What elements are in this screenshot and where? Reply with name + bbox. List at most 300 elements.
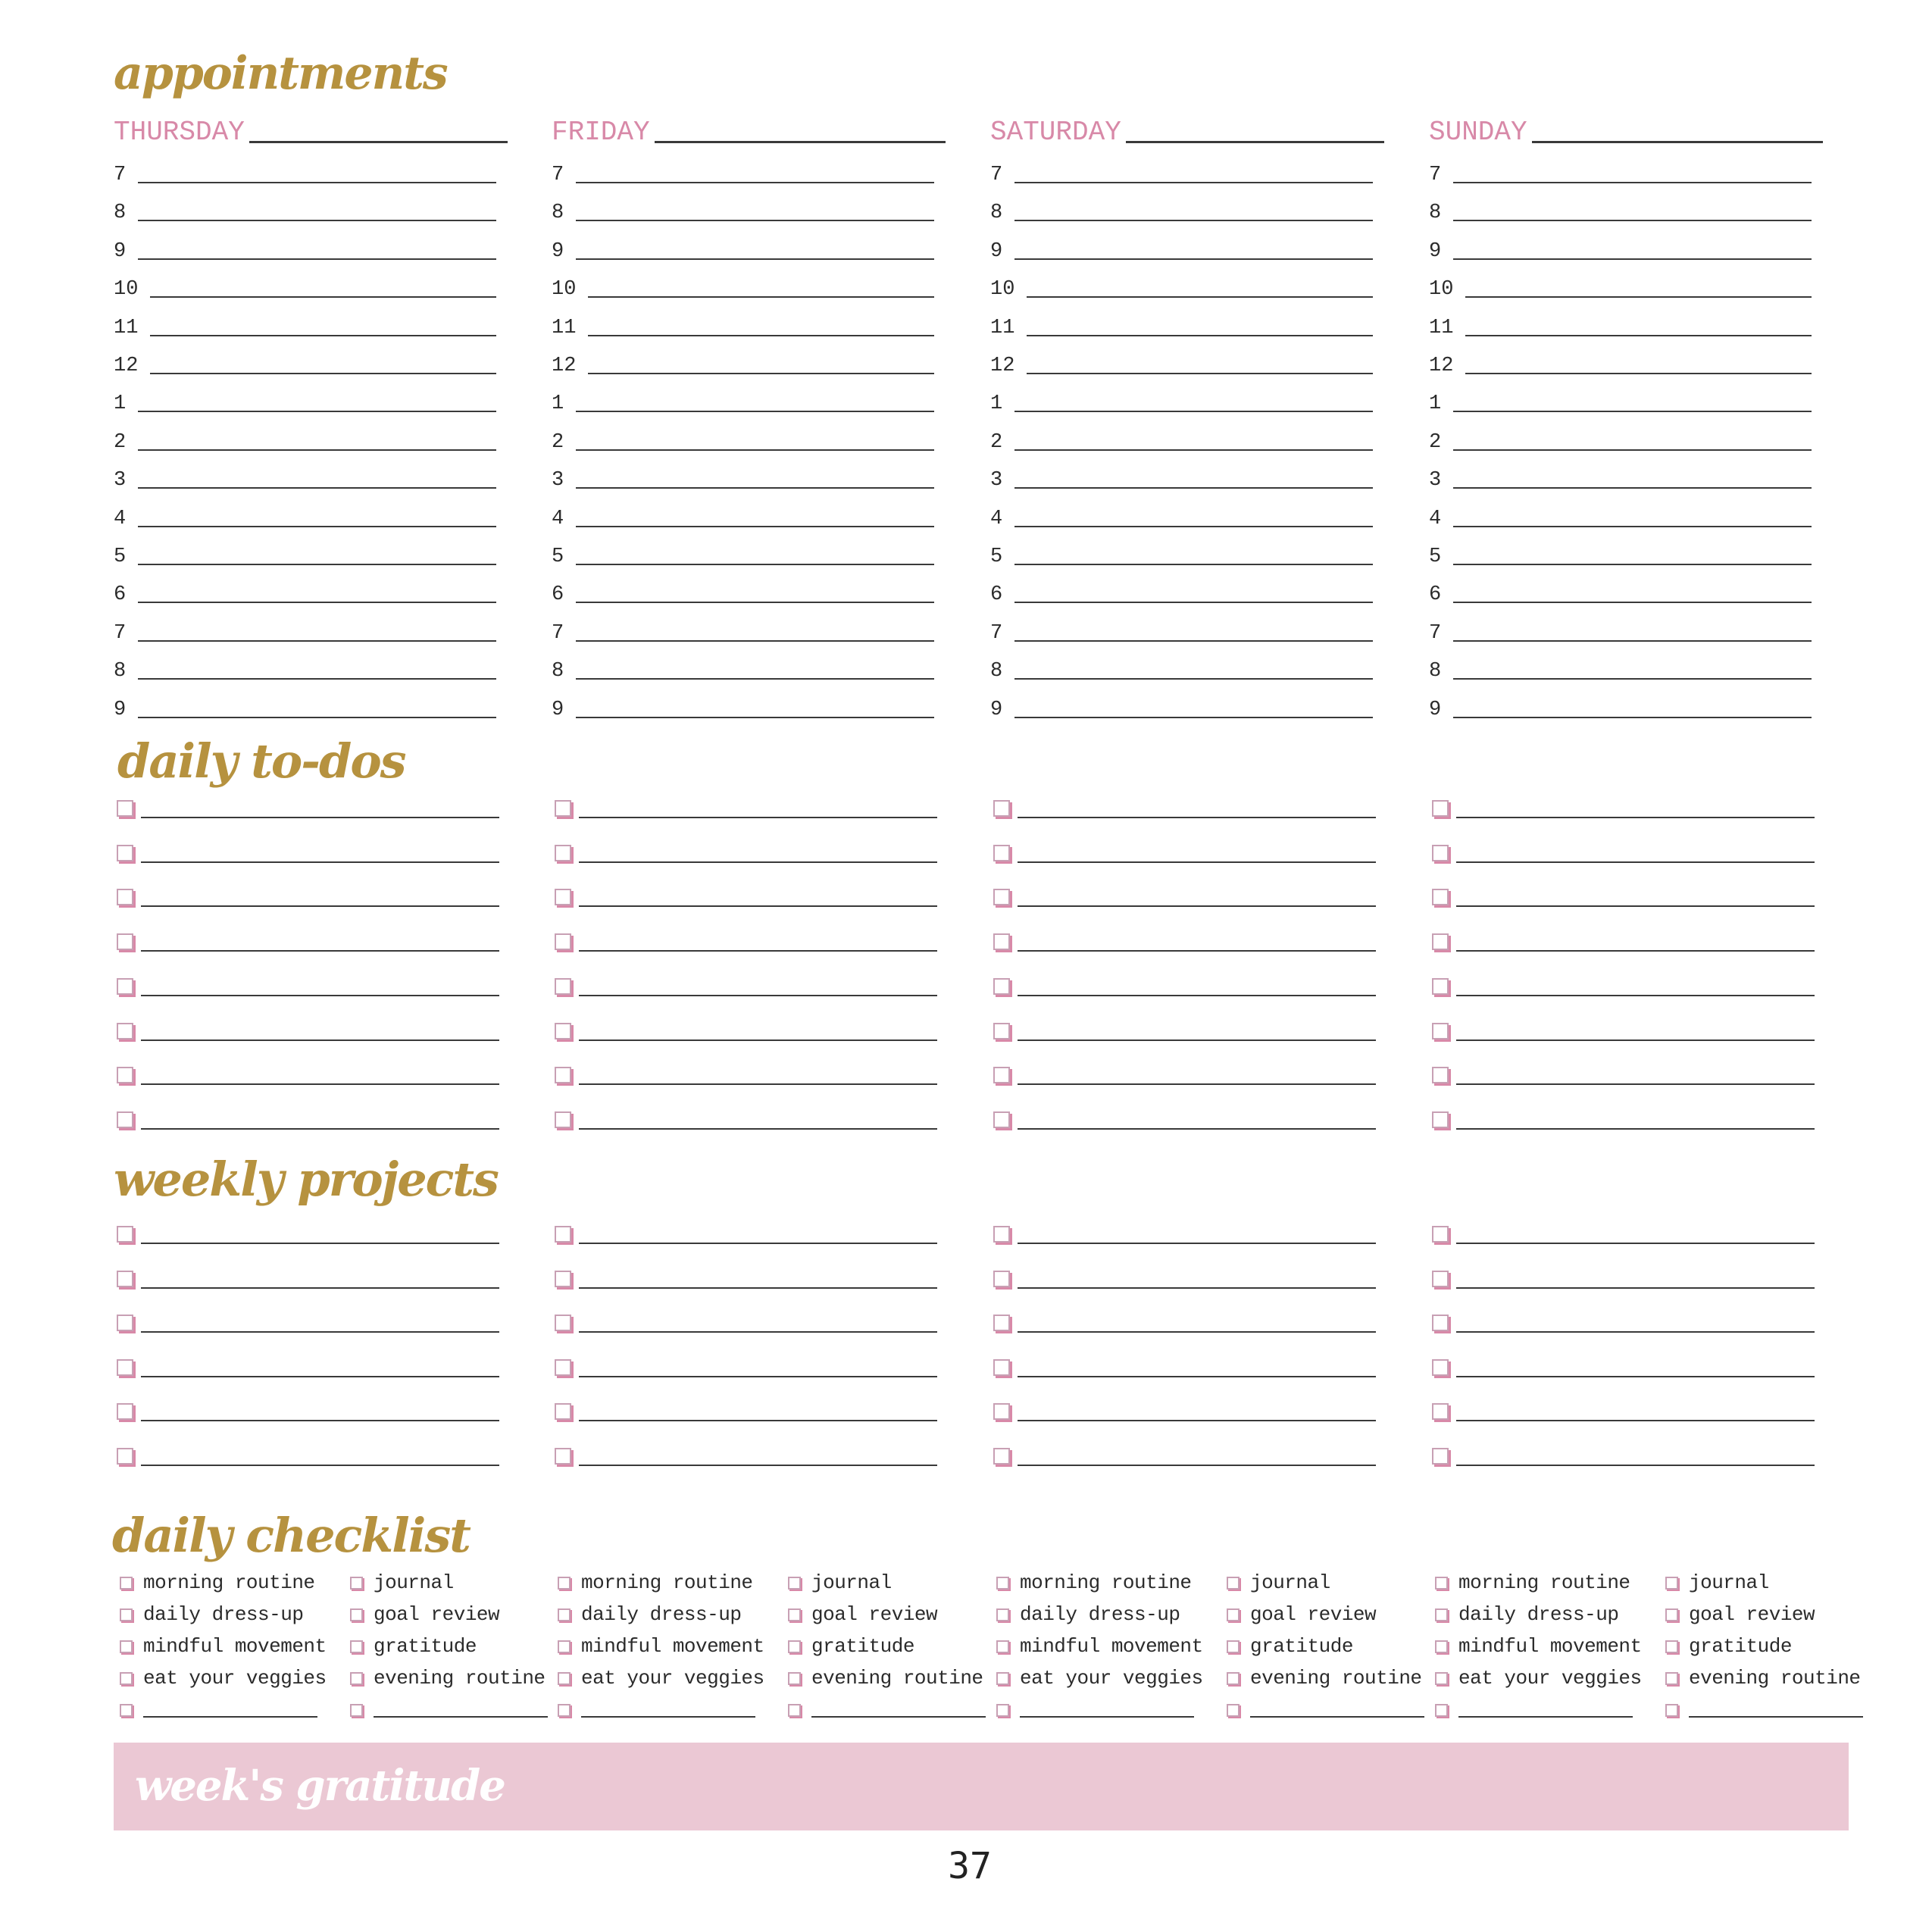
checkbox-icon[interactable]: [1432, 1448, 1449, 1465]
todo-line[interactable]: [141, 861, 499, 863]
appointment-line[interactable]: [576, 564, 934, 565]
todo-line[interactable]: [141, 817, 499, 818]
checkbox-icon[interactable]: [120, 1608, 133, 1621]
checkbox-icon[interactable]: [555, 1403, 571, 1420]
project-row: [117, 1353, 499, 1380]
appointment-line[interactable]: [1453, 564, 1812, 565]
checkbox-icon[interactable]: [993, 978, 1010, 995]
appointment-line[interactable]: [576, 220, 934, 221]
todo-line[interactable]: [141, 1128, 499, 1130]
appointment-line[interactable]: [138, 449, 496, 451]
todo-line[interactable]: [579, 995, 937, 996]
appointment-line[interactable]: [150, 335, 496, 336]
checkbox-icon[interactable]: [120, 1640, 133, 1653]
date-field-line[interactable]: [249, 141, 508, 143]
todo-row: [1432, 1105, 1815, 1133]
hour-label: 2: [114, 430, 127, 454]
project-line[interactable]: [141, 1331, 499, 1333]
checkbox-icon[interactable]: [788, 1640, 801, 1653]
checkbox-icon[interactable]: [1435, 1704, 1448, 1717]
project-line[interactable]: [141, 1287, 499, 1289]
appointment-line[interactable]: [1453, 526, 1812, 527]
checkbox-icon[interactable]: [993, 933, 1010, 950]
todo-line[interactable]: [1456, 861, 1815, 863]
checkbox-icon[interactable]: [996, 1704, 1009, 1717]
todo-line[interactable]: [1018, 905, 1376, 907]
checkbox-icon[interactable]: [558, 1672, 571, 1685]
todo-row: [1432, 1061, 1815, 1088]
checklist-custom-item[interactable]: [1227, 1697, 1424, 1723]
appointment-row: [552, 500, 934, 530]
checkbox-icon[interactable]: [1665, 1704, 1678, 1717]
todo-line[interactable]: [1018, 817, 1376, 818]
appointment-line[interactable]: [588, 335, 934, 336]
todo-line[interactable]: [579, 1039, 937, 1041]
checkbox-icon[interactable]: [993, 1271, 1010, 1287]
checkbox-icon[interactable]: [1435, 1577, 1448, 1590]
appointment-line[interactable]: [138, 678, 496, 680]
appointment-line[interactable]: [1453, 449, 1812, 451]
todo-line[interactable]: [579, 905, 937, 907]
project-line[interactable]: [141, 1243, 499, 1244]
project-line[interactable]: [141, 1465, 499, 1466]
hour-label: 4: [1429, 507, 1442, 530]
appointment-line[interactable]: [1453, 220, 1812, 221]
checkbox-icon[interactable]: [555, 1067, 571, 1083]
checkbox-icon[interactable]: [993, 1226, 1010, 1243]
checkbox-icon[interactable]: [117, 1315, 133, 1331]
appointment-line[interactable]: [1465, 335, 1812, 336]
checkbox-icon[interactable]: [993, 1359, 1010, 1376]
checkbox-icon[interactable]: [1665, 1577, 1678, 1590]
checklist-item[interactable]: [120, 1570, 315, 1596]
appointment-line[interactable]: [1014, 220, 1373, 221]
checklist-item[interactable]: [1665, 1665, 1861, 1691]
appointment-row: [114, 424, 496, 454]
checklist-item[interactable]: [1435, 1665, 1642, 1691]
checklist-item[interactable]: [558, 1633, 764, 1659]
checklist-item[interactable]: [1435, 1633, 1642, 1659]
appointment-line[interactable]: [576, 258, 934, 260]
todo-line[interactable]: [141, 995, 499, 996]
appointment-line[interactable]: [1014, 717, 1373, 718]
checklist-custom-item[interactable]: [996, 1697, 1194, 1723]
todo-line[interactable]: [1456, 950, 1815, 952]
checkbox-icon[interactable]: [996, 1672, 1009, 1685]
appointment-line[interactable]: [1014, 449, 1373, 451]
checkbox-icon[interactable]: [1432, 1023, 1449, 1039]
checklist-custom-item[interactable]: [120, 1697, 317, 1723]
checkbox-icon[interactable]: [350, 1577, 363, 1590]
appointment-line[interactable]: [138, 526, 496, 527]
appointment-row: [990, 156, 1373, 186]
appointment-line[interactable]: [1014, 678, 1373, 680]
todo-row: [555, 1105, 937, 1133]
checklist-item[interactable]: [996, 1570, 1192, 1596]
checklist-item[interactable]: [558, 1602, 741, 1627]
project-row: [555, 1220, 937, 1247]
checklist-label: eat your veggies: [143, 1667, 327, 1690]
appointment-line[interactable]: [576, 449, 934, 451]
checklist-item[interactable]: [120, 1665, 327, 1691]
checklist-item[interactable]: [1665, 1633, 1792, 1659]
checkbox-icon[interactable]: [1227, 1608, 1240, 1621]
checkbox-icon[interactable]: [350, 1704, 363, 1717]
todo-row: [993, 1061, 1376, 1088]
appointment-row: [990, 233, 1373, 263]
checkbox-icon[interactable]: [996, 1640, 1009, 1653]
checkbox-icon[interactable]: [993, 1315, 1010, 1331]
checklist-blank-line[interactable]: [143, 1716, 317, 1718]
appointment-line[interactable]: [1014, 411, 1373, 412]
project-row: [555, 1265, 937, 1292]
checkbox-icon[interactable]: [350, 1672, 363, 1685]
todo-line[interactable]: [141, 1083, 499, 1085]
appointment-line[interactable]: [1453, 640, 1812, 642]
todo-line[interactable]: [579, 1128, 937, 1130]
checkbox-icon[interactable]: [993, 1023, 1010, 1039]
checkbox-icon[interactable]: [117, 889, 133, 905]
todo-line[interactable]: [141, 1039, 499, 1041]
appointment-row: [552, 424, 934, 454]
checkbox-icon[interactable]: [1432, 1271, 1449, 1287]
checkbox-icon[interactable]: [1432, 978, 1449, 995]
appointment-line[interactable]: [138, 258, 496, 260]
appointment-line[interactable]: [1453, 487, 1812, 489]
appointment-line[interactable]: [1453, 411, 1812, 412]
project-line[interactable]: [579, 1420, 937, 1421]
checkbox-icon[interactable]: [555, 1448, 571, 1465]
todo-line[interactable]: [579, 1083, 937, 1085]
checkbox-icon[interactable]: [117, 978, 133, 995]
todo-line[interactable]: [141, 950, 499, 952]
checkbox-icon[interactable]: [117, 1403, 133, 1420]
project-line[interactable]: [1018, 1420, 1376, 1421]
checkbox-icon[interactable]: [555, 845, 571, 861]
appointment-line[interactable]: [1465, 296, 1812, 298]
checkbox-icon[interactable]: [1432, 889, 1449, 905]
appointment-line[interactable]: [1014, 526, 1373, 527]
project-line[interactable]: [579, 1376, 937, 1377]
project-row: [1432, 1220, 1815, 1247]
checkbox-icon[interactable]: [993, 1067, 1010, 1083]
checklist-custom-item[interactable]: [1665, 1697, 1863, 1723]
project-line[interactable]: [1456, 1243, 1815, 1244]
project-line[interactable]: [579, 1465, 937, 1466]
checklist-item[interactable]: [1665, 1602, 1815, 1627]
checkbox-icon[interactable]: [993, 1403, 1010, 1420]
appointment-line[interactable]: [588, 373, 934, 374]
todo-line[interactable]: [141, 905, 499, 907]
checklist-custom-item[interactable]: [558, 1697, 755, 1723]
checkbox-icon[interactable]: [993, 1111, 1010, 1128]
hour-label: 7: [114, 621, 127, 645]
checkbox-icon[interactable]: [1665, 1672, 1678, 1685]
todo-line[interactable]: [579, 861, 937, 863]
appointment-line[interactable]: [150, 373, 496, 374]
checkbox-icon[interactable]: [1432, 800, 1449, 817]
day-name: FRIDAY: [552, 117, 650, 148]
appointment-line[interactable]: [1014, 182, 1373, 183]
appointment-line[interactable]: [588, 296, 934, 298]
checkbox-icon[interactable]: [117, 1359, 133, 1376]
appointment-line[interactable]: [1014, 258, 1373, 260]
todo-line[interactable]: [579, 817, 937, 818]
checkbox-icon[interactable]: [350, 1608, 363, 1621]
appointment-row: [1429, 614, 1812, 645]
checkbox-icon[interactable]: [993, 845, 1010, 861]
checkbox-icon[interactable]: [1432, 1111, 1449, 1128]
appointment-line[interactable]: [138, 564, 496, 565]
checkbox-icon[interactable]: [788, 1672, 801, 1685]
checkbox-icon[interactable]: [1227, 1640, 1240, 1653]
checkbox-icon[interactable]: [555, 1226, 571, 1243]
project-line[interactable]: [1018, 1287, 1376, 1289]
appointment-line[interactable]: [576, 602, 934, 603]
checklist-blank-line[interactable]: [811, 1716, 986, 1718]
checklist-custom-item[interactable]: [1435, 1697, 1633, 1723]
checklist-item[interactable]: [1227, 1665, 1422, 1691]
appointment-line[interactable]: [1027, 335, 1373, 336]
checklist-custom-item[interactable]: [350, 1697, 548, 1723]
checkbox-icon[interactable]: [1432, 1315, 1449, 1331]
checklist-blank-line[interactable]: [1250, 1716, 1424, 1718]
checklist-item[interactable]: [120, 1602, 303, 1627]
appointment-line[interactable]: [576, 411, 934, 412]
checklist-blank-line[interactable]: [1458, 1716, 1633, 1718]
checkbox-icon[interactable]: [1432, 1359, 1449, 1376]
checkbox-icon[interactable]: [555, 889, 571, 905]
checkbox-icon[interactable]: [1665, 1608, 1678, 1621]
appointment-line[interactable]: [576, 487, 934, 489]
hour-label: 10: [114, 278, 139, 302]
date-field-line[interactable]: [1532, 141, 1823, 143]
todo-line[interactable]: [1456, 905, 1815, 907]
project-line[interactable]: [1456, 1287, 1815, 1289]
checkbox-icon[interactable]: [555, 1315, 571, 1331]
checkbox-icon[interactable]: [555, 933, 571, 950]
checkbox-icon[interactable]: [558, 1704, 571, 1717]
checkbox-icon[interactable]: [993, 889, 1010, 905]
checkbox-icon[interactable]: [555, 1359, 571, 1376]
checklist-item[interactable]: [558, 1570, 753, 1596]
todo-line[interactable]: [1456, 817, 1815, 818]
checkbox-icon[interactable]: [555, 800, 571, 817]
appointment-line[interactable]: [150, 296, 496, 298]
todo-line[interactable]: [1018, 950, 1376, 952]
project-line[interactable]: [1456, 1376, 1815, 1377]
checkbox-icon[interactable]: [993, 800, 1010, 817]
todo-line[interactable]: [1456, 1083, 1815, 1085]
appointment-line[interactable]: [1453, 602, 1812, 603]
checkbox-icon[interactable]: [555, 1111, 571, 1128]
appointment-line[interactable]: [138, 411, 496, 412]
todo-line[interactable]: [1456, 995, 1815, 996]
appointment-line[interactable]: [576, 678, 934, 680]
project-line[interactable]: [1018, 1465, 1376, 1466]
hour-label: 9: [1429, 239, 1442, 263]
project-line[interactable]: [579, 1243, 937, 1244]
checkbox-icon[interactable]: [1432, 845, 1449, 861]
appointment-line[interactable]: [1027, 296, 1373, 298]
checklist-item[interactable]: [120, 1633, 327, 1659]
project-line[interactable]: [1456, 1420, 1815, 1421]
checklist-blank-line[interactable]: [374, 1716, 548, 1718]
checklist-label: daily dress-up: [143, 1603, 304, 1626]
checklist-label: eat your veggies: [1458, 1667, 1642, 1690]
checklist-item[interactable]: [1435, 1570, 1630, 1596]
checkbox-icon[interactable]: [788, 1704, 801, 1717]
appointment-row: [990, 691, 1373, 721]
appointment-line[interactable]: [576, 717, 934, 718]
appointment-line[interactable]: [576, 640, 934, 642]
project-line[interactable]: [141, 1420, 499, 1421]
checklist-item[interactable]: [996, 1602, 1180, 1627]
checklist-item[interactable]: [1227, 1602, 1376, 1627]
appointment-line[interactable]: [1453, 258, 1812, 260]
appointment-line[interactable]: [1014, 487, 1373, 489]
appointment-line[interactable]: [138, 220, 496, 221]
todo-line[interactable]: [1018, 1128, 1376, 1130]
checklist-item[interactable]: [788, 1633, 914, 1659]
checkbox-icon[interactable]: [555, 1271, 571, 1287]
appointment-line[interactable]: [138, 602, 496, 603]
checkbox-icon[interactable]: [117, 1226, 133, 1243]
checkbox-icon[interactable]: [117, 845, 133, 861]
checkbox-icon[interactable]: [788, 1577, 801, 1590]
appointment-line[interactable]: [1453, 717, 1812, 718]
appointment-line[interactable]: [1014, 564, 1373, 565]
checkbox-icon[interactable]: [1227, 1672, 1240, 1685]
checkbox-icon[interactable]: [350, 1640, 363, 1653]
project-line[interactable]: [141, 1376, 499, 1377]
checkbox-icon[interactable]: [1432, 1067, 1449, 1083]
project-row: [1432, 1353, 1815, 1380]
checkbox-icon[interactable]: [117, 1448, 133, 1465]
checkbox-icon[interactable]: [558, 1608, 571, 1621]
checkbox-icon[interactable]: [558, 1577, 571, 1590]
project-line[interactable]: [1018, 1331, 1376, 1333]
hour-label: 8: [990, 202, 1003, 225]
appointment-line[interactable]: [1453, 678, 1812, 680]
todo-line[interactable]: [1456, 1039, 1815, 1041]
checklist-item[interactable]: [558, 1665, 764, 1691]
todo-row: [555, 883, 937, 910]
checklist-item[interactable]: [996, 1665, 1203, 1691]
checklist-label: morning routine: [1020, 1571, 1192, 1594]
appointment-line[interactable]: [1014, 640, 1373, 642]
checkbox-icon[interactable]: [120, 1577, 133, 1590]
checklist-item[interactable]: [350, 1665, 546, 1691]
checklist-item[interactable]: [1435, 1602, 1618, 1627]
checkbox-icon[interactable]: [117, 933, 133, 950]
project-line[interactable]: [1018, 1243, 1376, 1244]
checklist-item[interactable]: [1227, 1633, 1353, 1659]
checkbox-icon[interactable]: [996, 1577, 1009, 1590]
checklist-item[interactable]: [1665, 1570, 1769, 1596]
appointment-line[interactable]: [138, 640, 496, 642]
checkbox-icon[interactable]: [117, 1023, 133, 1039]
checkbox-icon[interactable]: [1432, 1226, 1449, 1243]
appointment-line[interactable]: [1465, 373, 1812, 374]
checklist-label: gratitude: [1689, 1635, 1792, 1658]
checklist-label: mindful movement: [1020, 1635, 1203, 1658]
checkbox-icon[interactable]: [1432, 1403, 1449, 1420]
appointment-row: [552, 194, 934, 224]
checkbox-icon[interactable]: [1435, 1608, 1448, 1621]
checklist-blank-line[interactable]: [1020, 1716, 1194, 1718]
appointment-line[interactable]: [138, 182, 496, 183]
appointment-line[interactable]: [1014, 602, 1373, 603]
appointment-line[interactable]: [138, 487, 496, 489]
project-line[interactable]: [1018, 1376, 1376, 1377]
todo-line[interactable]: [1018, 995, 1376, 996]
todo-line[interactable]: [1018, 1083, 1376, 1085]
appointment-line[interactable]: [576, 182, 934, 183]
checklist-item[interactable]: [788, 1665, 983, 1691]
checkbox-icon[interactable]: [993, 1448, 1010, 1465]
checkbox-icon[interactable]: [117, 1111, 133, 1128]
checkbox-icon[interactable]: [1435, 1672, 1448, 1685]
project-line[interactable]: [1456, 1331, 1815, 1333]
project-line[interactable]: [579, 1331, 937, 1333]
appointment-line[interactable]: [138, 717, 496, 718]
appointment-row: [552, 461, 934, 492]
todo-line[interactable]: [1456, 1128, 1815, 1130]
appointment-line[interactable]: [1453, 182, 1812, 183]
checkbox-icon[interactable]: [788, 1608, 801, 1621]
checklist-item[interactable]: [1227, 1570, 1330, 1596]
checkbox-icon[interactable]: [117, 1271, 133, 1287]
todo-line[interactable]: [1018, 861, 1376, 863]
appointment-row: [114, 691, 496, 721]
date-field-line[interactable]: [1126, 141, 1384, 143]
project-line[interactable]: [1456, 1465, 1815, 1466]
checkbox-icon[interactable]: [120, 1672, 133, 1685]
checklist-blank-line[interactable]: [581, 1716, 755, 1718]
appointment-row: [1429, 156, 1812, 186]
checkbox-icon[interactable]: [555, 1023, 571, 1039]
checklist-item[interactable]: [350, 1633, 477, 1659]
appointment-row: [552, 385, 934, 415]
checklist-item[interactable]: [788, 1602, 937, 1627]
checklist-custom-item[interactable]: [788, 1697, 986, 1723]
appointment-line[interactable]: [1027, 373, 1373, 374]
date-field-line[interactable]: [655, 141, 946, 143]
checkbox-icon[interactable]: [1435, 1640, 1448, 1653]
checkbox-icon[interactable]: [1665, 1640, 1678, 1653]
weeks-gratitude-bar[interactable]: [114, 1743, 1849, 1830]
checklist-item[interactable]: [996, 1633, 1203, 1659]
project-line[interactable]: [579, 1287, 937, 1289]
checklist-item[interactable]: [350, 1602, 499, 1627]
checkbox-icon[interactable]: [120, 1704, 133, 1717]
todo-line[interactable]: [1018, 1039, 1376, 1041]
checkbox-icon[interactable]: [558, 1640, 571, 1653]
checkbox-icon[interactable]: [1227, 1577, 1240, 1590]
appointment-line[interactable]: [576, 526, 934, 527]
checkbox-icon[interactable]: [555, 978, 571, 995]
checklist-item[interactable]: [788, 1570, 892, 1596]
checkbox-icon[interactable]: [117, 800, 133, 817]
checkbox-icon[interactable]: [996, 1608, 1009, 1621]
checkbox-icon[interactable]: [117, 1067, 133, 1083]
checkbox-icon[interactable]: [1227, 1704, 1240, 1717]
todo-line[interactable]: [579, 950, 937, 952]
checkbox-icon[interactable]: [1432, 933, 1449, 950]
checklist-item[interactable]: [350, 1570, 454, 1596]
checklist-blank-line[interactable]: [1689, 1716, 1863, 1718]
